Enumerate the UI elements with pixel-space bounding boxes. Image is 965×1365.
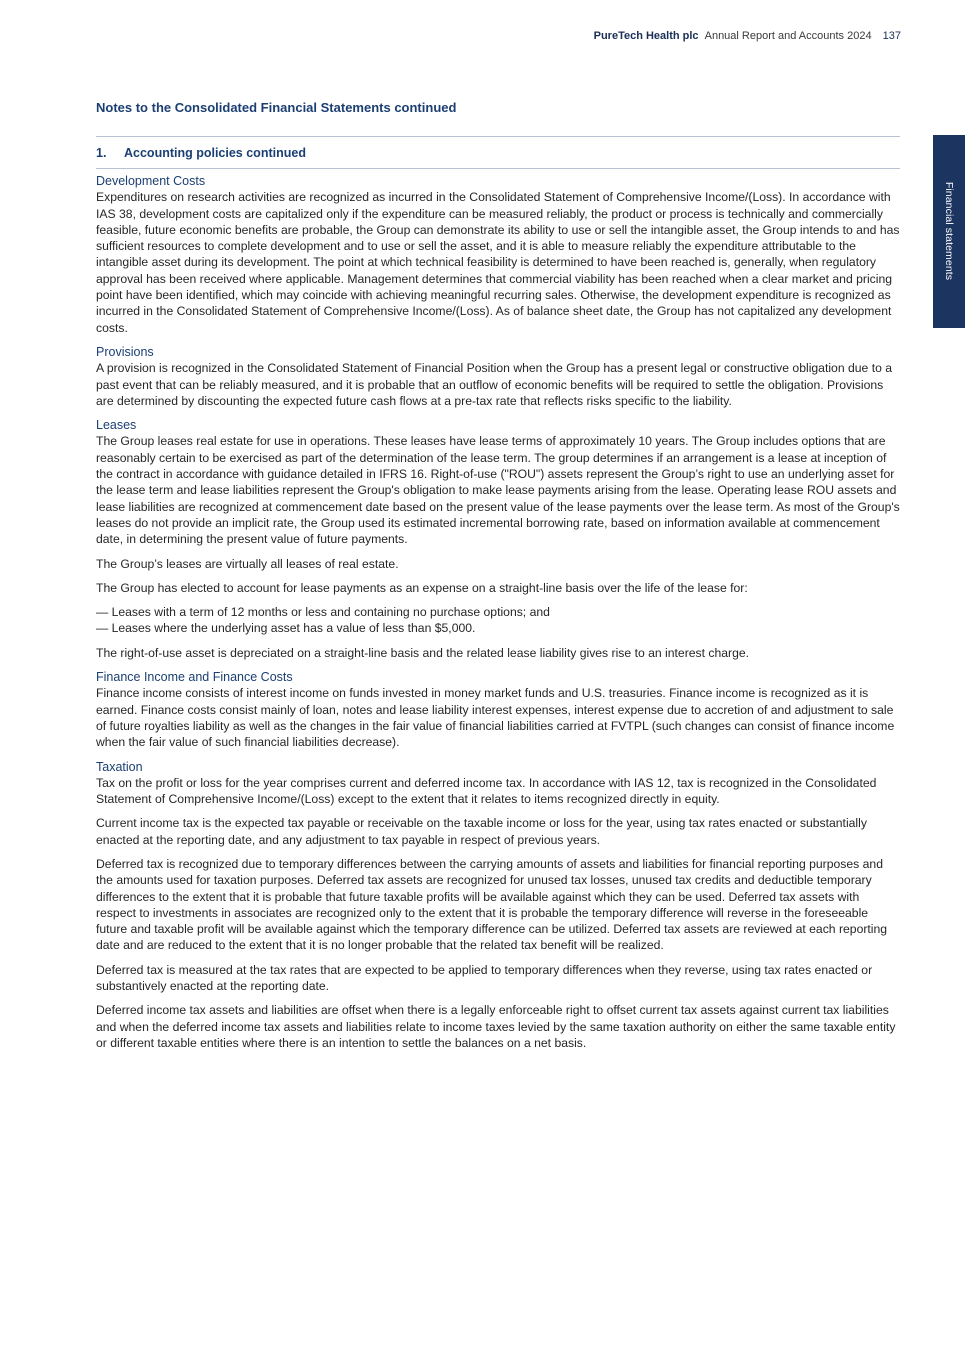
leases-block: [96, 417, 900, 661]
section-heading: [96, 136, 900, 169]
report-title: Annual Report and Accounts 2024: [704, 30, 872, 42]
section-number: 1.: [96, 145, 107, 160]
page-header: [594, 30, 901, 42]
provisions-text: A provision is recognized in the Consolidated Statement of Financial Position when the Group has a present legal or constructive obligation due to a past event that can be reliably measured, and it is probable that an outflow of economic benefits will be required to settle the obligation. Provisions are determined by discounting the expected future cash flows at a pre-tax rate that reflects risks specific to the liability.: [96, 361, 893, 408]
page-number: 137: [882, 30, 901, 42]
notes-title: Notes to the Consolidated Financial Statements continued: [96, 100, 457, 115]
development-costs-text: Expenditures on research activities are recognized as incurred in the Consolidated Statement of Comprehensive Income/(Loss). In accordance with IAS 38, development costs are capitalized only if the expenditure can be measured reliably, the product or process is technically and commercially feasible, future economic benefits are probable, the Group can demonstrate its ability to use or sell the intangible asset, the Group intends to and has sufficient resources to complete development and to use or sell the asset, and it is able to measure reliably the expenditure attributable to the intangible asset during its development. The point at which technical feasibility is determined to have been reached is, generally, when regulatory approval has been received where applicable. Management determines that commercial viability has been reached when a clear market and pricing point have been identified, which may coincide with achieving meaningful recurring sales. Otherwise, the development expenditure is recognized as incurred in the Consolidated Statement of Comprehensive Income/(Loss). As of balance sheet date, the Group has not capitalized any development costs.: [96, 190, 900, 335]
taxation-text-4: Deferred tax is measured at the tax rates that are expected to be applied to temporary differences when they reverse, using tax rates enacted or substantively enacted at the reporting date.: [96, 962, 873, 994]
taxation-text-2: Current income tax is the expected tax payable or receivable on the taxable income or loss for the year, using tax rates enacted or substantially enacted at the reporting date, and any adjustment to tax payable in respect of previous years.: [96, 816, 867, 847]
taxation-heading: Taxation: [96, 759, 143, 774]
leases-text-4: The right-of-use asset is depreciated on a straight-line basis and the related lease liability gives rise to an interest charge.: [96, 645, 750, 660]
list-item: — Leases where the underlying asset has a value of less than $5,000.: [96, 620, 900, 636]
development-costs-heading: Development Costs: [96, 174, 206, 188]
provisions-heading: Provisions: [96, 344, 154, 359]
leases-text-1: The Group leases real estate for use in operations. These leases have lease terms of approximately 10 years. The Group includes options that are reasonably certain to be exercised as part of the determination of the lease term. The group determines if an arrangement is a lease at inception of the contract in accordance with guidance detailed in IFRS 16. Right-of-use ("ROU") assets represent the Group’s right to use an underlying asset for the lease term and lease liabilities represent the Group's obligation to make lease payments arising from the lease. Operating lease ROU assets and lease liabilities are recognized at commencement date based on the present value of the lease payments over the lease term. As most of the Group's leases do not provide an implicit rate, the Group used its estimated incremental borrowing rate, based on information available at commencement date, in determining the present value of future payments.: [96, 434, 900, 547]
provisions-block: [96, 344, 900, 409]
leases-heading: Leases: [96, 418, 137, 433]
development-costs-block: [96, 173, 900, 336]
finance-block: [96, 669, 900, 750]
taxation-text-1: Tax on the profit or loss for the year comprises current and deferred income tax. In accordance with IAS 12, tax is recognized in the Consolidated Statement of Comprehensive Income/(Loss) except to the extent that it relates to items recognized directly in equity.: [96, 775, 877, 807]
leases-text-3: The Group has elected to account for lease payments as an expense on a straight-line basis over the life of the lease for:: [96, 580, 748, 595]
list-item: — Leases with a term of 12 months or less and containing no purchase options; and: [96, 604, 900, 620]
company-name: PureTech Health plc: [593, 30, 699, 42]
page-content: [96, 100, 900, 1059]
finance-text: Finance income consists of interest income on funds invested in money market funds and U.S. treasuries. Finance income is recognized as it is earned. Finance costs consist mainly of loan, notes and lease liability interest expenses, interest expense due to accretion of and adjustment to sale of future royalties liability as well as the changes in the fair value of financial liabilities carried at FVTPL (such changes can consist of finance income when the fair value of such financial liabilities decrease).: [96, 686, 895, 750]
leases-exemption-list: [96, 604, 900, 637]
section-title: Accounting policies continued: [124, 145, 306, 160]
finance-heading: Finance Income and Finance Costs: [96, 670, 293, 685]
taxation-text-3: Deferred tax is recognized due to temporary differences between the carrying amounts of assets and liabilities for financial reporting purposes and the amounts used for taxation purposes. Deferred tax assets are recognized for unused tax losses, unused tax credits and deductible temporary differences to the extent that it is probable that future taxable profits will be available against which they can be used. Deferred tax assets with respect to investments in associates are recognized only to the extent that it is probable the temporary difference will reverse in the foreseeable future and taxable profit will be available against which the temporary difference can be utilized. Deferred tax assets are reviewed at each reporting date and are reduced to the extent that it is no longer probable that the related tax benefit will be realized.: [96, 856, 888, 953]
leases-text-2: The Group’s leases are virtually all leases of real estate.: [96, 556, 399, 571]
taxation-text-5: Deferred income tax assets and liabilities are offset when there is a legally enforceable right to offset current tax assets against current tax liabilities and when the deferred income tax assets and liabilities relate to income taxes levied by the same taxation authority on either the same taxable entity or different taxable entities where there is an intention to settle the balances on a net basis.: [96, 1003, 896, 1050]
side-tab-label: Financial statements: [943, 181, 955, 281]
section-side-tab: [933, 135, 965, 328]
taxation-block: [96, 759, 900, 1052]
